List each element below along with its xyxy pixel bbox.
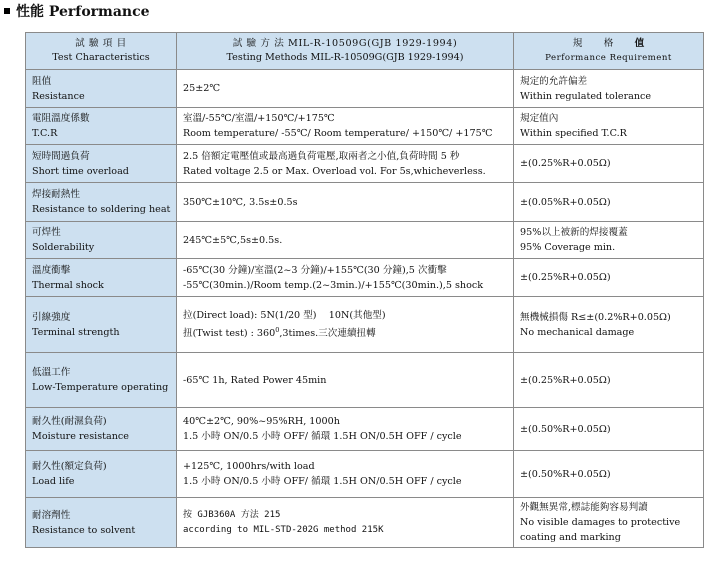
row-method: 40℃±2℃, 90%~95%RH, 1000h 1.5 小時 ON/0.5 小時 OFF/ 循環 1.5H ON/0.5H OFF / cycle [177, 408, 514, 451]
header-testing-methods: 試 驗 方 法 MIL-R-10509G(GJB 1929-1994) Testing Methods MIL-R-10509G(GJB 1929-1994) [177, 33, 514, 70]
row-method: 按 GJB360A 方法 215 according to MIL-STD-202G method 215K [177, 498, 514, 548]
row-test-name: 耐溶劑性 Resistance to solvent [26, 498, 177, 548]
table-row [26, 498, 704, 548]
row-requirement: ±(0.05%R+0.05Ω) [514, 183, 704, 222]
header-performance-requirement: 規 格 值 Performance Requirement [514, 33, 704, 70]
row-test-name: 電阻溫度係數 T.C.R [26, 108, 177, 145]
row-test-name: 短時間過負荷 Short time overload [26, 145, 177, 183]
row-requirement: ±(0.50%R+0.05Ω) [514, 451, 704, 498]
row-test-name: 可焊性 Solderability [26, 222, 177, 259]
table-row [26, 70, 704, 108]
row-test-name: 溫度衝擊 Thermal shock [26, 259, 177, 297]
row-requirement: 外觀無異常,標誌能夠容易判讀 No visible damages to protective coating and marking [514, 498, 704, 548]
table-row [26, 451, 704, 498]
section-title-text: 性能 Performance [16, 4, 150, 20]
performance-table [25, 32, 704, 548]
table-row [26, 183, 704, 222]
bullet-square-icon [4, 8, 10, 14]
row-requirement: ±(0.25%R+0.05Ω) [514, 353, 704, 408]
row-method: -65℃(30 分鐘)/室溫(2~3 分鐘)/+155℃(30 分鐘),5 次衝擊 -55℃(30min.)/Room temp.(2~3min.)/+155℃(30min.),5 shock [177, 259, 514, 297]
table-row [26, 222, 704, 259]
table-row [26, 145, 704, 183]
table-row [26, 108, 704, 145]
row-method: 2.5 倍額定電壓值或最高過負荷電壓,取兩者之小值,負荷時間 5 秒 Rated voltage 2.5 or Max. Overload vol. For 5s,whicheverless. [177, 145, 514, 183]
row-requirement: ±(0.50%R+0.05Ω) [514, 408, 704, 451]
table-header-row [26, 33, 704, 70]
row-test-name: 低溫工作 Low-Temperature operating [26, 353, 177, 408]
row-requirement: 無機械損傷 R≤±(0.2%R+0.05Ω) No mechanical damage [514, 297, 704, 353]
row-method: 25±2℃ [177, 70, 514, 108]
row-method: -65℃ 1h, Rated Power 45min [177, 353, 514, 408]
row-method: 拉(Direct load): 5N(1/20 型) 10N(其他型) 扭(Twist test) : $360^0,3times$.三次連續扭轉 [177, 297, 514, 353]
header-test-characteristics: 試 驗 項 目 Test Characteristics [26, 33, 177, 70]
row-test-name: 引線強度 Terminal strength [26, 297, 177, 353]
row-method: +125℃, 1000hrs/with load 1.5 小時 ON/0.5 小時 OFF/ 循環 1.5H ON/0.5H OFF / cycle [177, 451, 514, 498]
row-requirement: ±(0.25%R+0.05Ω) [514, 259, 704, 297]
row-test-name: 焊接耐熱性 Resistance to soldering heat [26, 183, 177, 222]
row-test-name: 耐久性(額定負荷) Load life [26, 451, 177, 498]
row-requirement: 規定值內 Within specified T.C.R [514, 108, 704, 145]
row-requirement: 規定的允許偏差 Within regulated tolerance [514, 70, 704, 108]
row-requirement: 95%以上被新的焊接覆蓋 95% Coverage min. [514, 222, 704, 259]
table-row [26, 408, 704, 451]
table-row [26, 297, 704, 353]
table-row [26, 353, 704, 408]
row-method: 室溫/-55℃/室溫/+150℃/+175℃ Room temperature/ -55℃/ Room temperature/ +150℃/ +175℃ [177, 108, 514, 145]
row-test-name: 耐久性(耐濕負荷) Moisture resistance [26, 408, 177, 451]
row-requirement: ±(0.25%R+0.05Ω) [514, 145, 704, 183]
table-row [26, 259, 704, 297]
row-method: 350℃±10℃, 3.5s±0.5s [177, 183, 514, 222]
row-test-name: 阻值 Resistance [26, 70, 177, 108]
row-method: 245℃±5℃,5s±0.5s. [177, 222, 514, 259]
section-title [4, 3, 150, 21]
